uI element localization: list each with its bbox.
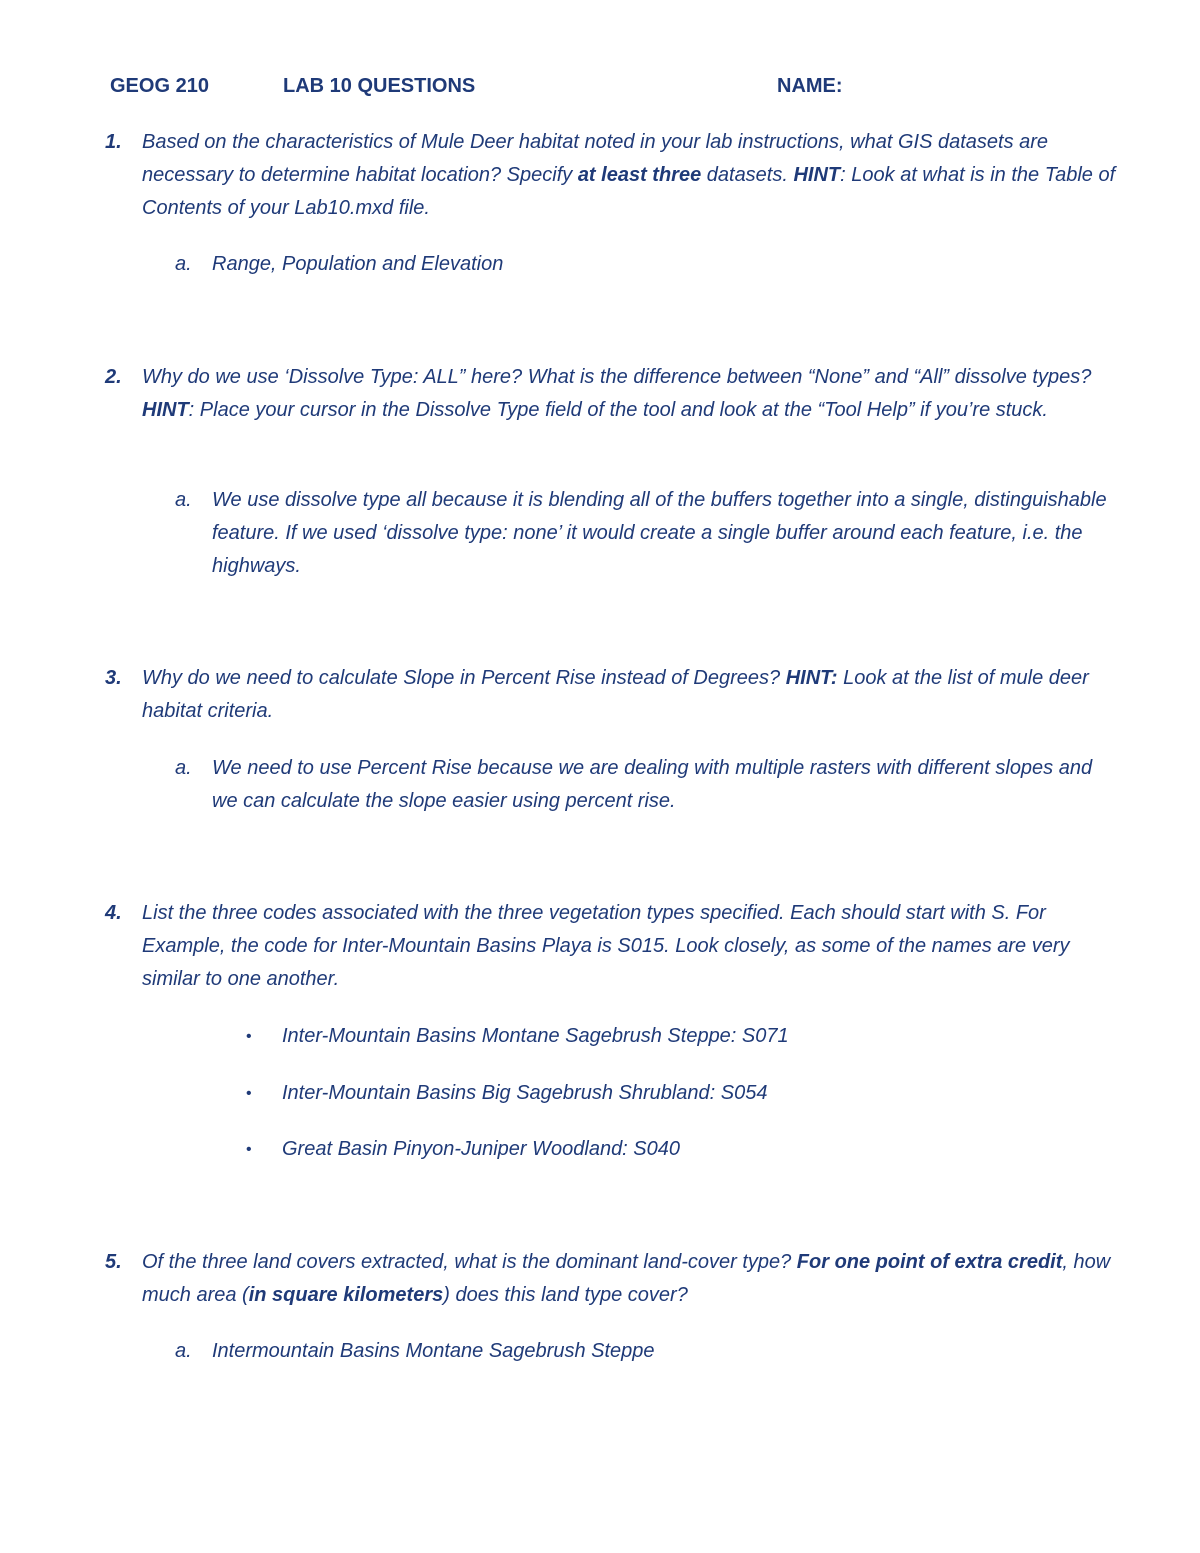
answer-1a-text: Range, Population and Elevation [212, 253, 504, 275]
answer-2a-marker: a. [175, 489, 192, 511]
question-text-segment: datasets. [701, 164, 794, 186]
bullet-icon: • [246, 1141, 252, 1158]
emphasis-text: For one point of extra credit [796, 1251, 1063, 1273]
answer-3a-text: We need to use Percent Rise because we are dealing with multiple rasters with different slopes and we can calculate the slope easier using percent rise. [212, 757, 1093, 812]
bullet-item-3: Great Basin Pinyon-Juniper Woodland: S040 [282, 1138, 681, 1160]
question-text-segment: : Place your cursor in the Dissolve Type field of the tool and look at the “Tool Help” if you’re stuck. [188, 399, 1048, 421]
page-title: LAB 10 QUESTIONS [283, 75, 476, 97]
question-1-text [142, 126, 1132, 225]
emphasis-text: HINT [793, 164, 841, 186]
question-text-segment: , how much area ( [142, 1251, 1111, 1306]
course-code: GEOG 210 [110, 75, 209, 97]
question-2-text [142, 361, 1132, 427]
question-4-text [142, 897, 1132, 996]
question-number-5: 5. [105, 1251, 122, 1273]
bullet-icon: • [246, 1085, 252, 1102]
question-3-text [142, 662, 1132, 728]
question-number-4: 4. [105, 902, 122, 924]
question-text-segment: : Look at what is in the Table of Contents of your Lab10.mxd file. [142, 164, 1116, 219]
question-5-text [142, 1246, 1132, 1312]
question-number-3: 3. [105, 667, 122, 689]
question-text-segment: ) does this land type cover? [443, 1284, 688, 1306]
question-text-segment: Based on the characteristics of Mule Deer habitat noted in your lab instructions, what GIS datasets are necessary to determine habitat location? Specify [142, 131, 1049, 186]
emphasis-text: in square kilometers [248, 1284, 444, 1306]
answer-2a-text: We use dissolve type all because it is blending all of the buffers together into a single, distinguishable feature. If we used ‘dissolve type: none’ it would create a single buffer around each feature, i.e. the highways. [212, 489, 1107, 577]
question-text-segment: Look at the list of mule deer habitat criteria. [142, 667, 1089, 722]
emphasis-text: at least three [577, 164, 702, 186]
emphasis-text: HINT [142, 399, 189, 421]
answer-5a-marker: a. [175, 1340, 192, 1362]
answer-1a-marker: a. [175, 253, 192, 275]
bullet-item-1: Inter-Mountain Basins Montane Sagebrush Steppe: S071 [282, 1025, 789, 1047]
question-number-2: 2. [105, 366, 122, 388]
name-label: NAME: [777, 75, 843, 97]
answer-5a-text: Intermountain Basins Montane Sagebrush Steppe [212, 1340, 655, 1362]
answer-3a-marker: a. [175, 757, 192, 779]
question-number-1: 1. [105, 131, 122, 153]
question-text-segment: Why do we need to calculate Slope in Percent Rise instead of Degrees? [142, 667, 786, 689]
bullet-icon: • [246, 1028, 252, 1045]
bullet-item-2: Inter-Mountain Basins Big Sagebrush Shrubland: S054 [282, 1082, 768, 1104]
question-text-segment: Why do we use ‘Dissolve Type: ALL” here? What is the difference between “None” and “All” dissolve types? [142, 366, 1092, 388]
emphasis-text: HINT: [785, 667, 838, 689]
question-text-segment: List the three codes associated with the three vegetation types specified. Each should start with S. For Example, the code for Inter-Mountain Basins Playa is S015. Look closely, as some of the names are very similar to one another. [142, 902, 1070, 990]
question-text-segment: Of the three land covers extracted, what is the dominant land-cover type? [142, 1251, 797, 1273]
